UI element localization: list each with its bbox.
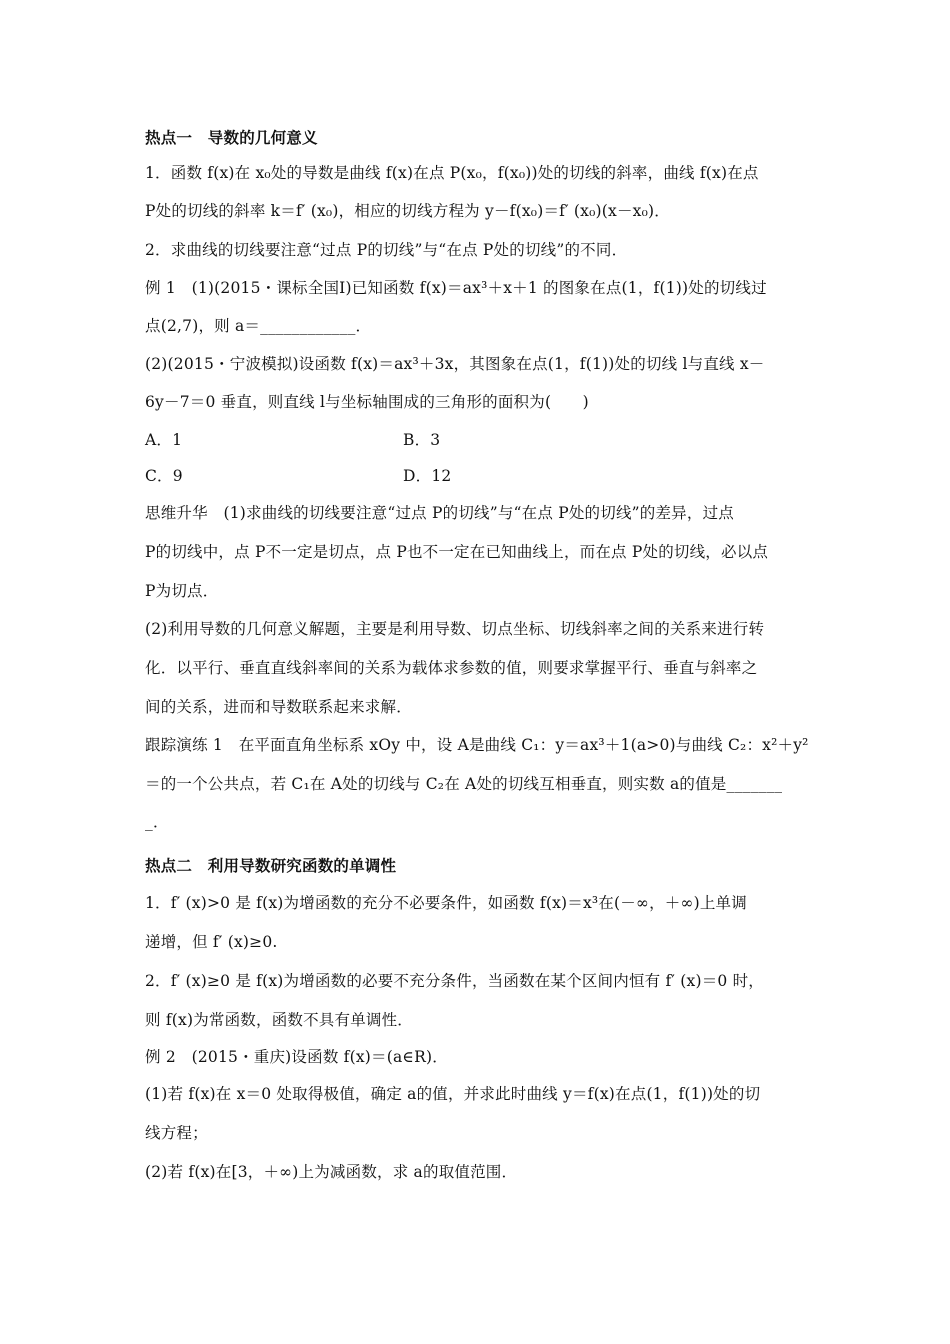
option-d: D．12 <box>403 467 452 485</box>
practice1-line3: _． <box>145 813 169 831</box>
practice1-line2: ＝的一个公共点，若 C₁在 A处的切线与 C₂在 A处的切线互相垂直，则实数 a的值是_______ <box>145 775 783 793</box>
example2-part1-line1: (1)若 f(x)在 x＝0 处取得极值，确定 a的值，并求此时曲线 y＝f(x)在点(1，f(1))处的切 <box>145 1085 761 1103</box>
thinking-upgrade-part2-line3: 间的关系，进而和导数联系起来求解． <box>145 698 412 716</box>
section1-point1-line2: P处的切线的斜率 k＝f′ (x₀)，相应的切线方程为 y－f(x₀)＝f′ (x₀)(x－x₀)． <box>145 202 670 220</box>
section1-point2: 2．求曲线的切线要注意“过点 P的切线”与“在点 P处的切线”的不同． <box>145 241 628 259</box>
section2-point1-line1: 1．f′ (x)>0 是 f(x)为增函数的充分不必要条件，如函数 f(x)＝x³在(－∞，＋∞)上单调 <box>145 894 747 912</box>
thinking-upgrade-part2-line1: (2)利用导数的几何意义解题，主要是利用导数、切点坐标、切线斜率之间的关系来进行转 <box>145 620 765 638</box>
option-b: B．3 <box>403 431 441 449</box>
options-row1 <box>145 430 441 450</box>
section1-heading: 热点一 导数的几何意义 <box>145 129 318 147</box>
option-a: A．1 <box>145 431 183 449</box>
thinking-upgrade-part2-line2: 化．以平行、垂直直线斜率间的关系为载体求参数的值，则要求掌握平行、垂直与斜率之 <box>145 659 758 677</box>
example1-part2-line1: (2)(2015・宁波模拟)设函数 f(x)＝ax³＋3x，其图象在点(1，f(1))处的切线 l与直线 x－ <box>145 355 765 373</box>
thinking-upgrade-line2: P的切线中，点 P不一定是切点，点 P也不一定在已知曲线上，而在点 P处的切线，必以点 <box>145 543 769 561</box>
practice1-line1: 跟踪演练 1 在平面直角坐标系 xOy 中，设 A是曲线 C₁：y＝ax³＋1(a>0)与曲线 C₂：x²＋y² <box>145 736 809 754</box>
option-c: C．9 <box>145 467 183 485</box>
thinking-upgrade-line1: 思维升华 (1)求曲线的切线要注意“过点 P的切线”与“在点 P处的切线”的差异，过点 <box>145 504 734 522</box>
example1-part1-line1: 例 1 (1)(2015・课标全国Ⅰ)已知函数 f(x)＝ax³＋x＋1 的图象在点(1，f(1))处的切线过 <box>145 279 767 297</box>
section2-point2-line2: 则 f(x)为常函数，函数不具有单调性． <box>145 1011 414 1029</box>
thinking-upgrade-line3: P为切点． <box>145 582 219 600</box>
options-row2 <box>145 466 452 486</box>
example2-part2: (2)若 f(x)在[3，＋∞)上为减函数，求 a的取值范围． <box>145 1163 518 1181</box>
example1-part2-line2: 6y－7＝0 垂直，则直线 l与坐标轴围成的三角形的面积为( ) <box>145 393 589 411</box>
section2-heading: 热点二 利用导数研究函数的单调性 <box>145 857 397 875</box>
example2-part1-line2: 线方程； <box>145 1124 208 1142</box>
section1-point1-line1: 1．函数 f(x)在 x₀处的导数是曲线 f(x)在点 P(x₀，f(x₀))处的切线的斜率，曲线 f(x)在点 <box>145 164 759 182</box>
example2: 例 2 (2015・重庆)设函数 f(x)＝(a∈R)． <box>145 1048 448 1066</box>
example1-part1-line2: 点(2,7)，则 a＝____________． <box>145 317 372 335</box>
section2-point2-line1: 2．f′ (x)≥0 是 f(x)为增函数的必要不充分条件，当函数在某个区间内恒有 f′ (x)＝0 时， <box>145 972 764 990</box>
section2-point1-line2: 递增，但 f′ (x)≥0. <box>145 933 278 951</box>
